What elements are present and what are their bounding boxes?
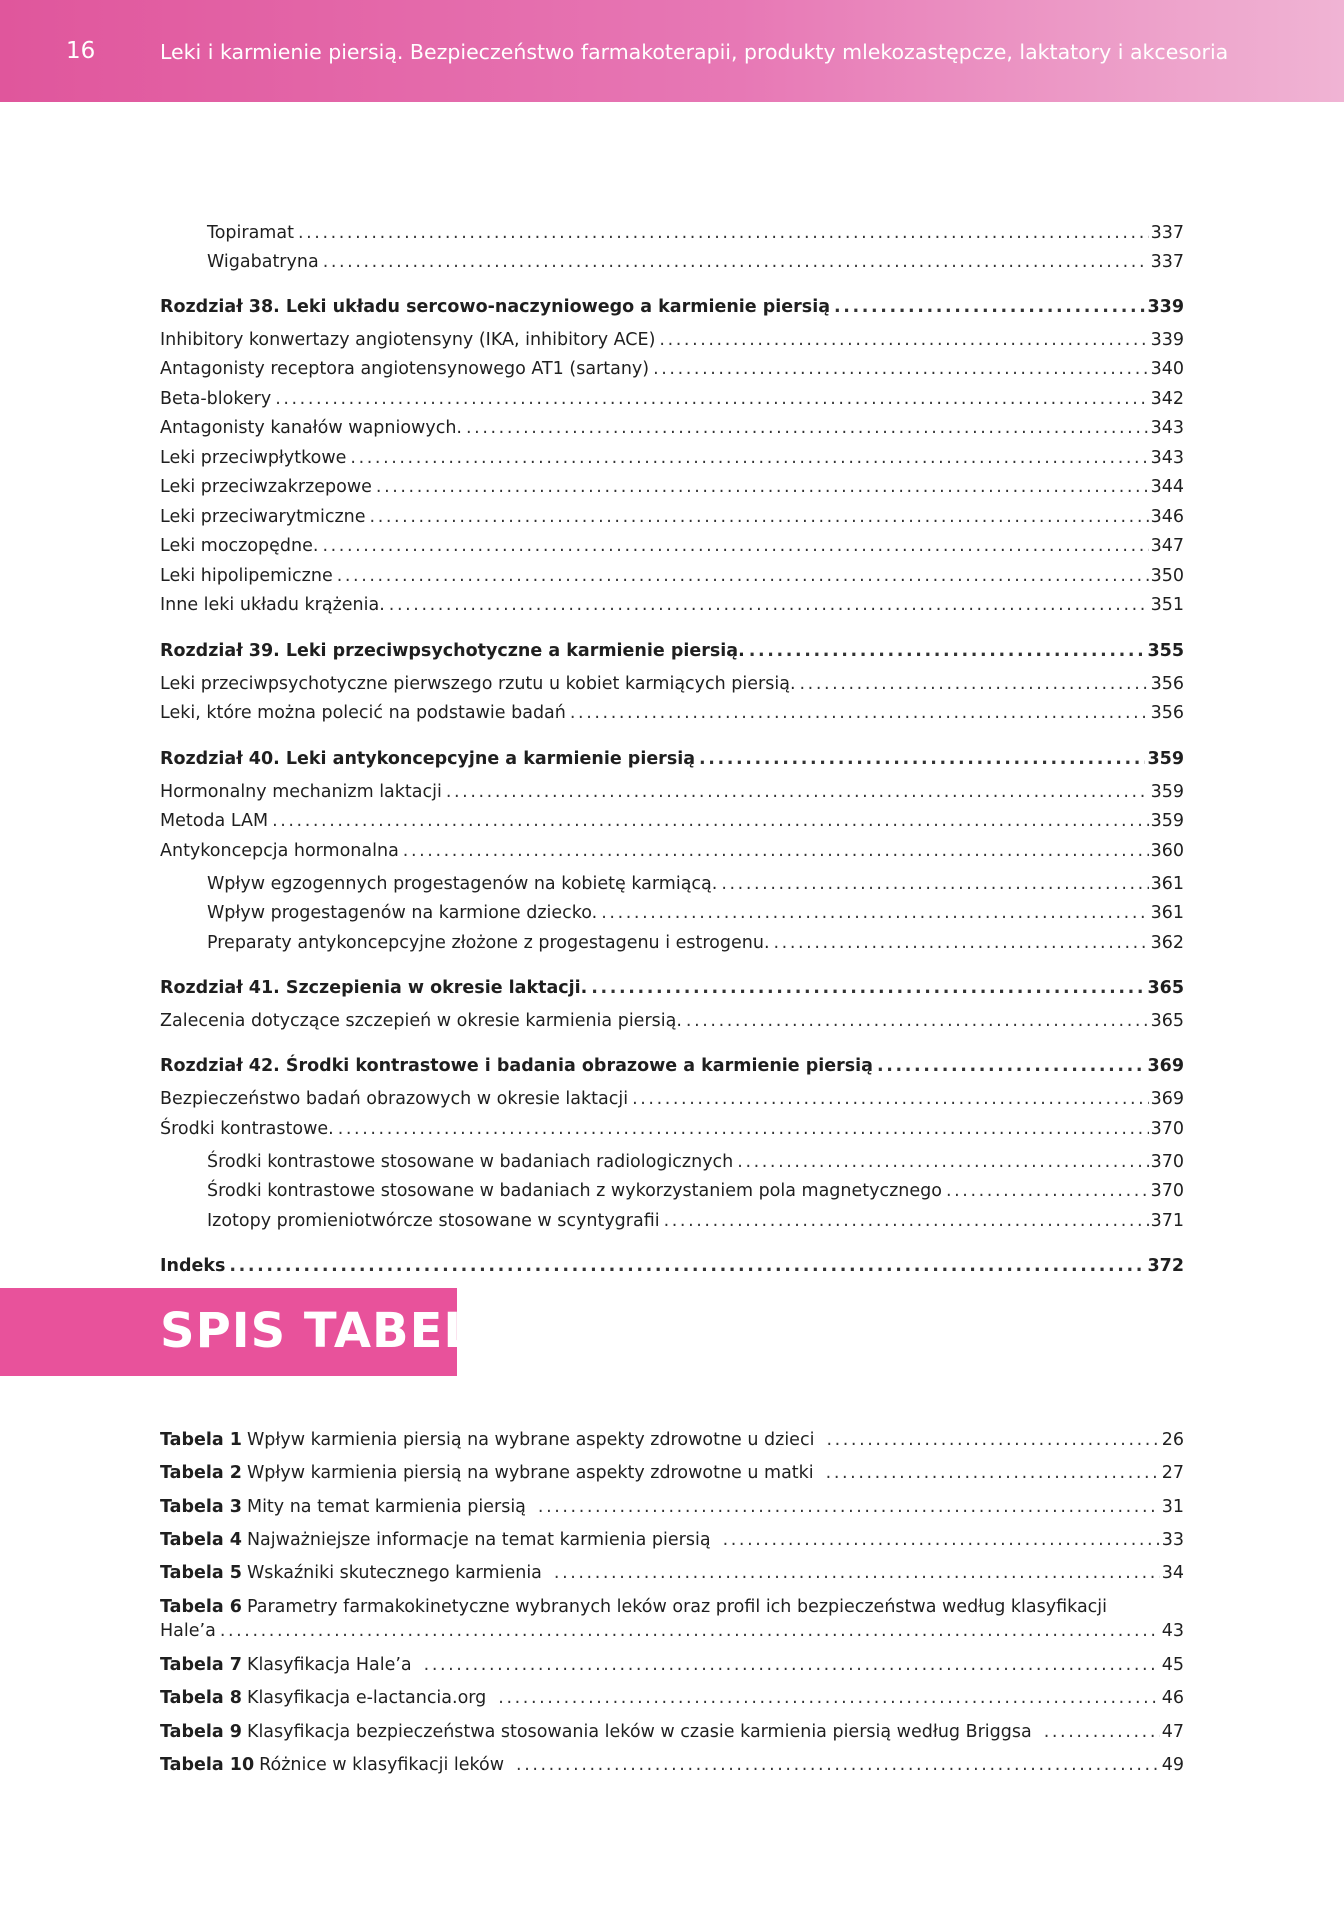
toc-entry-page: 361 <box>1150 903 1184 923</box>
dot-leader <box>229 1253 1145 1279</box>
table-page: 31 <box>1161 1497 1184 1517</box>
table-label: Wskaźniki skutecznego karmienia <box>246 1563 542 1583</box>
table-entry[interactable] <box>160 1719 1184 1745</box>
toc-entry-page: 347 <box>1150 536 1184 556</box>
toc-chapter-page: 359 <box>1147 749 1184 769</box>
toc-entry[interactable] <box>160 474 1184 500</box>
dot-leader <box>446 779 1149 805</box>
table-entry[interactable] <box>160 1752 1184 1778</box>
toc-entry-label: Inne leki układu krążenia. <box>160 595 385 615</box>
toc-entry-page: 351 <box>1150 595 1184 615</box>
dot-leader <box>538 1494 1160 1520</box>
toc-chapter[interactable] <box>160 638 1184 664</box>
dot-leader <box>834 294 1145 320</box>
toc-entry-label: Inhibitory konwertazy angiotensyny (IKA, inhibitory ACE) <box>160 330 656 350</box>
toc-entry[interactable] <box>160 1008 1184 1034</box>
toc-entry[interactable] <box>160 504 1184 530</box>
table-entry[interactable] <box>160 1494 1184 1520</box>
dot-leader <box>1044 1719 1160 1745</box>
toc-entry[interactable] <box>160 386 1184 412</box>
dot-leader <box>350 445 1148 471</box>
table-entry-continuation[interactable] <box>160 1618 1184 1644</box>
table-page: 49 <box>1161 1755 1184 1775</box>
dot-leader <box>723 1527 1160 1553</box>
toc-entry[interactable] <box>160 563 1184 589</box>
dot-leader <box>570 700 1149 726</box>
dot-leader <box>323 249 1149 275</box>
table-label: Mity na temat karmienia piersią <box>246 1497 526 1517</box>
toc-chapter[interactable] <box>160 746 1184 772</box>
dot-leader <box>721 871 1148 897</box>
toc-entry[interactable] <box>207 220 1184 246</box>
toc-entry[interactable] <box>207 871 1184 897</box>
toc-entry-page: 342 <box>1150 389 1184 409</box>
dot-leader <box>659 327 1148 353</box>
toc-entry[interactable] <box>160 779 1184 805</box>
toc-entry[interactable] <box>160 415 1184 441</box>
table-number: Tabela 7 <box>160 1655 242 1675</box>
dot-leader <box>632 1086 1149 1112</box>
toc-entry-label: Topiramat <box>207 223 294 243</box>
table-entry[interactable] <box>160 1560 1184 1586</box>
toc-entry-label: Wpływ progestagenów na karmione dziecko. <box>207 903 598 923</box>
toc-entry[interactable] <box>207 1149 1184 1175</box>
toc-chapter[interactable] <box>160 294 1184 320</box>
dot-leader <box>653 356 1148 382</box>
toc-entry[interactable] <box>207 930 1184 956</box>
toc-entry-label: Antykoncepcja hormonalna <box>160 841 399 861</box>
dot-leader <box>591 975 1145 1001</box>
toc-entry-label: Leki hipolipemiczne <box>160 566 333 586</box>
toc-entry-label: Beta-blokery <box>160 389 272 409</box>
dot-leader <box>298 220 1149 246</box>
toc-entry-page: 343 <box>1150 418 1184 438</box>
dot-leader <box>946 1178 1149 1204</box>
dot-leader <box>337 563 1149 589</box>
dot-leader <box>826 1427 1159 1453</box>
dot-leader <box>877 1053 1145 1079</box>
dot-leader <box>466 415 1149 441</box>
dot-leader <box>554 1560 1160 1586</box>
table-number: Tabela 4 <box>160 1530 242 1550</box>
table-label: Klasyfikacja e-lactancia.org <box>246 1688 487 1708</box>
table-entry[interactable] <box>160 1685 1184 1711</box>
table-page: 27 <box>1161 1463 1184 1483</box>
dot-leader <box>601 900 1148 926</box>
toc-entry-label: Bezpieczeństwo badań obrazowych w okresie laktacji <box>160 1089 629 1109</box>
table-entry[interactable] <box>160 1652 1184 1678</box>
toc-entry[interactable] <box>207 1208 1184 1234</box>
toc-entry[interactable] <box>160 700 1184 726</box>
toc-entry[interactable] <box>207 249 1184 275</box>
toc-entry-label: Wpływ egzogennych progestagenów na kobietę karmiącą. <box>207 874 718 894</box>
toc-entry-page: 361 <box>1150 874 1184 894</box>
table-label-continuation: Hale’a <box>160 1621 216 1641</box>
table-number: Tabela 9 <box>160 1722 242 1742</box>
table-number: Tabela 3 <box>160 1497 242 1517</box>
toc-entry[interactable] <box>160 533 1184 559</box>
table-page: 43 <box>1161 1621 1184 1641</box>
toc-entry[interactable] <box>160 671 1184 697</box>
toc-chapter-page: 355 <box>1147 641 1184 661</box>
table-entry[interactable] <box>160 1527 1184 1553</box>
toc-entry-label: Antagonisty receptora angiotensynowego AT1 (sartany) <box>160 359 650 379</box>
dot-leader <box>220 1618 1160 1644</box>
toc-chapter-label: Rozdział 39. Leki przeciwpsychotyczne a karmienie piersią. <box>160 641 745 661</box>
dot-leader <box>424 1652 1160 1678</box>
dot-leader <box>498 1685 1159 1711</box>
toc-entry-label: Leki przeciwarytmiczne <box>160 507 366 527</box>
toc-chapter-page: 365 <box>1147 978 1184 998</box>
dot-leader <box>664 1208 1149 1234</box>
toc-chapter-label: Rozdział 38. Leki układu sercowo-naczyniowego a karmienie piersią <box>160 297 831 317</box>
table-page: 45 <box>1161 1655 1184 1675</box>
toc-entry[interactable] <box>160 808 1184 834</box>
table-number: Tabela 1 <box>160 1430 242 1450</box>
toc-entry-page: 356 <box>1150 674 1184 694</box>
toc-chapter[interactable] <box>160 1253 1184 1279</box>
toc-entry-page: 359 <box>1150 811 1184 831</box>
toc-entry[interactable] <box>160 838 1184 864</box>
dot-leader <box>322 533 1148 559</box>
toc-entry-page: 359 <box>1150 782 1184 802</box>
dot-leader <box>403 838 1149 864</box>
toc-entry-page: 371 <box>1150 1211 1184 1231</box>
toc-entry-page: 362 <box>1150 933 1184 953</box>
toc-entry-label: Preparaty antykoncepcyjne złożone z progestagenu i estrogenu. <box>207 933 770 953</box>
toc-entry-label: Antagonisty kanałów wapniowych. <box>160 418 462 438</box>
toc-entry-page: 350 <box>1150 566 1184 586</box>
toc-entry[interactable] <box>160 1116 1184 1142</box>
toc-entry-page: 339 <box>1150 330 1184 350</box>
toc-entry-label: Leki przeciwpsychotyczne pierwszego rzutu u kobiet karmiących piersią. <box>160 674 796 694</box>
table-entry[interactable] <box>160 1460 1184 1486</box>
table-label: Wpływ karmienia piersią na wybrane aspekty zdrowotne u matki <box>246 1463 814 1483</box>
dot-leader <box>338 1116 1149 1142</box>
table-page: 46 <box>1161 1688 1184 1708</box>
table-page: 47 <box>1161 1722 1184 1742</box>
table-number: Tabela 6 <box>160 1597 242 1617</box>
dot-leader <box>516 1752 1160 1778</box>
table-number: Tabela 2 <box>160 1463 242 1483</box>
dot-leader <box>699 746 1145 772</box>
dot-leader <box>737 1149 1148 1175</box>
toc-chapter-page: 369 <box>1147 1056 1184 1076</box>
toc-entry-page: 337 <box>1150 223 1184 243</box>
toc-chapter-page: 372 <box>1147 1256 1184 1276</box>
table-page: 34 <box>1161 1563 1184 1583</box>
toc-entry-page: 340 <box>1150 359 1184 379</box>
dot-leader <box>376 474 1149 500</box>
table-page: 26 <box>1161 1430 1184 1450</box>
toc-entry[interactable] <box>160 1086 1184 1112</box>
toc-entry[interactable] <box>207 1178 1184 1204</box>
table-number: Tabela 10 <box>160 1755 255 1775</box>
toc-entry[interactable] <box>160 327 1184 353</box>
toc-entry-page: 370 <box>1150 1181 1184 1201</box>
toc-entry[interactable] <box>160 445 1184 471</box>
toc-entry-label: Izotopy promieniotwórcze stosowane w scyntygrafii <box>207 1211 660 1231</box>
toc-entry-label: Leki przeciwzakrzepowe <box>160 477 372 497</box>
toc-entry-label: Metoda LAM <box>160 811 269 831</box>
table-label: Wpływ karmienia piersią na wybrane aspekty zdrowotne u dzieci <box>246 1430 815 1450</box>
toc-chapter[interactable] <box>160 975 1184 1001</box>
table-label: Klasyfikacja Hale’a <box>246 1655 412 1675</box>
dot-leader <box>774 930 1149 956</box>
dot-leader <box>686 1008 1149 1034</box>
table-label: Klasyfikacja bezpieczeństwa stosowania leków w czasie karmienia piersią według Briggsa <box>246 1722 1032 1742</box>
table-entry[interactable] <box>160 1427 1184 1453</box>
toc-entry-page: 370 <box>1150 1152 1184 1172</box>
toc-entry-page: 356 <box>1150 703 1184 723</box>
dot-leader <box>370 504 1149 530</box>
toc-entry-label: Środki kontrastowe. <box>160 1119 334 1139</box>
toc-entry-label: Hormonalny mechanizm laktacji <box>160 782 442 802</box>
toc-entry-label: Wigabatryna <box>207 252 319 272</box>
toc-chapter-label: Rozdział 41. Szczepienia w okresie laktacji. <box>160 978 588 998</box>
toc-entry-page: 344 <box>1150 477 1184 497</box>
dot-leader <box>272 808 1149 834</box>
table-number: Tabela 5 <box>160 1563 242 1583</box>
toc-chapter-label: Rozdział 42. Środki kontrastowe i badania obrazowe a karmienie piersią <box>160 1056 873 1076</box>
table-page: 33 <box>1161 1530 1184 1550</box>
toc-entry[interactable] <box>160 592 1184 618</box>
dot-leader <box>389 592 1149 618</box>
toc-entry-label: Zalecenia dotyczące szczepień w okresie karmienia piersią. <box>160 1011 682 1031</box>
toc-entry-page: 369 <box>1150 1089 1184 1109</box>
toc-entry-label: Leki, które można polecić na podstawie badań <box>160 703 566 723</box>
toc-entry[interactable] <box>160 356 1184 382</box>
toc-chapter-page: 339 <box>1147 297 1184 317</box>
toc-chapter[interactable] <box>160 1053 1184 1079</box>
toc-entry-page: 360 <box>1150 841 1184 861</box>
toc-entry-page: 343 <box>1150 448 1184 468</box>
page-number: 16 <box>66 38 96 64</box>
dot-leader <box>275 386 1148 412</box>
table-label: Parametry farmakokinetyczne wybranych leków oraz profil ich bezpieczeństwa według klasyfikacji <box>246 1597 1108 1617</box>
toc-chapter-label: Indeks <box>160 1256 226 1276</box>
toc-entry-page: 370 <box>1150 1119 1184 1139</box>
dot-leader <box>800 671 1149 697</box>
toc-entry-page: 337 <box>1150 252 1184 272</box>
toc-entry-page: 365 <box>1150 1011 1184 1031</box>
running-title: Leki i karmienie piersią. Bezpieczeństwo farmakoterapii, produkty mlekozastępcze, laktatory i akcesoria <box>160 40 1229 64</box>
toc-entry-label: Leki przeciwpłytkowe <box>160 448 347 468</box>
toc-chapter-label: Rozdział 40. Leki antykoncepcyjne a karmienie piersią <box>160 749 696 769</box>
toc-entry[interactable] <box>207 900 1184 926</box>
dot-leader <box>826 1460 1160 1486</box>
toc-entry-label: Leki moczopędne. <box>160 536 319 556</box>
table-number: Tabela 8 <box>160 1688 242 1708</box>
table-entry-first-line[interactable] <box>160 1594 1184 1620</box>
toc-entry-label: Środki kontrastowe stosowane w badaniach radiologicznych <box>207 1152 734 1172</box>
toc-entry-page: 346 <box>1150 507 1184 527</box>
toc-entry-label: Środki kontrastowe stosowane w badaniach z wykorzystaniem pola magnetycznego <box>207 1181 942 1201</box>
table-label: Najważniejsze informacje na temat karmienia piersią <box>246 1530 711 1550</box>
dot-leader <box>749 638 1146 664</box>
section-title: SPIS TABEL <box>160 1303 476 1359</box>
table-label: Różnice w klasyfikacji leków <box>259 1755 505 1775</box>
